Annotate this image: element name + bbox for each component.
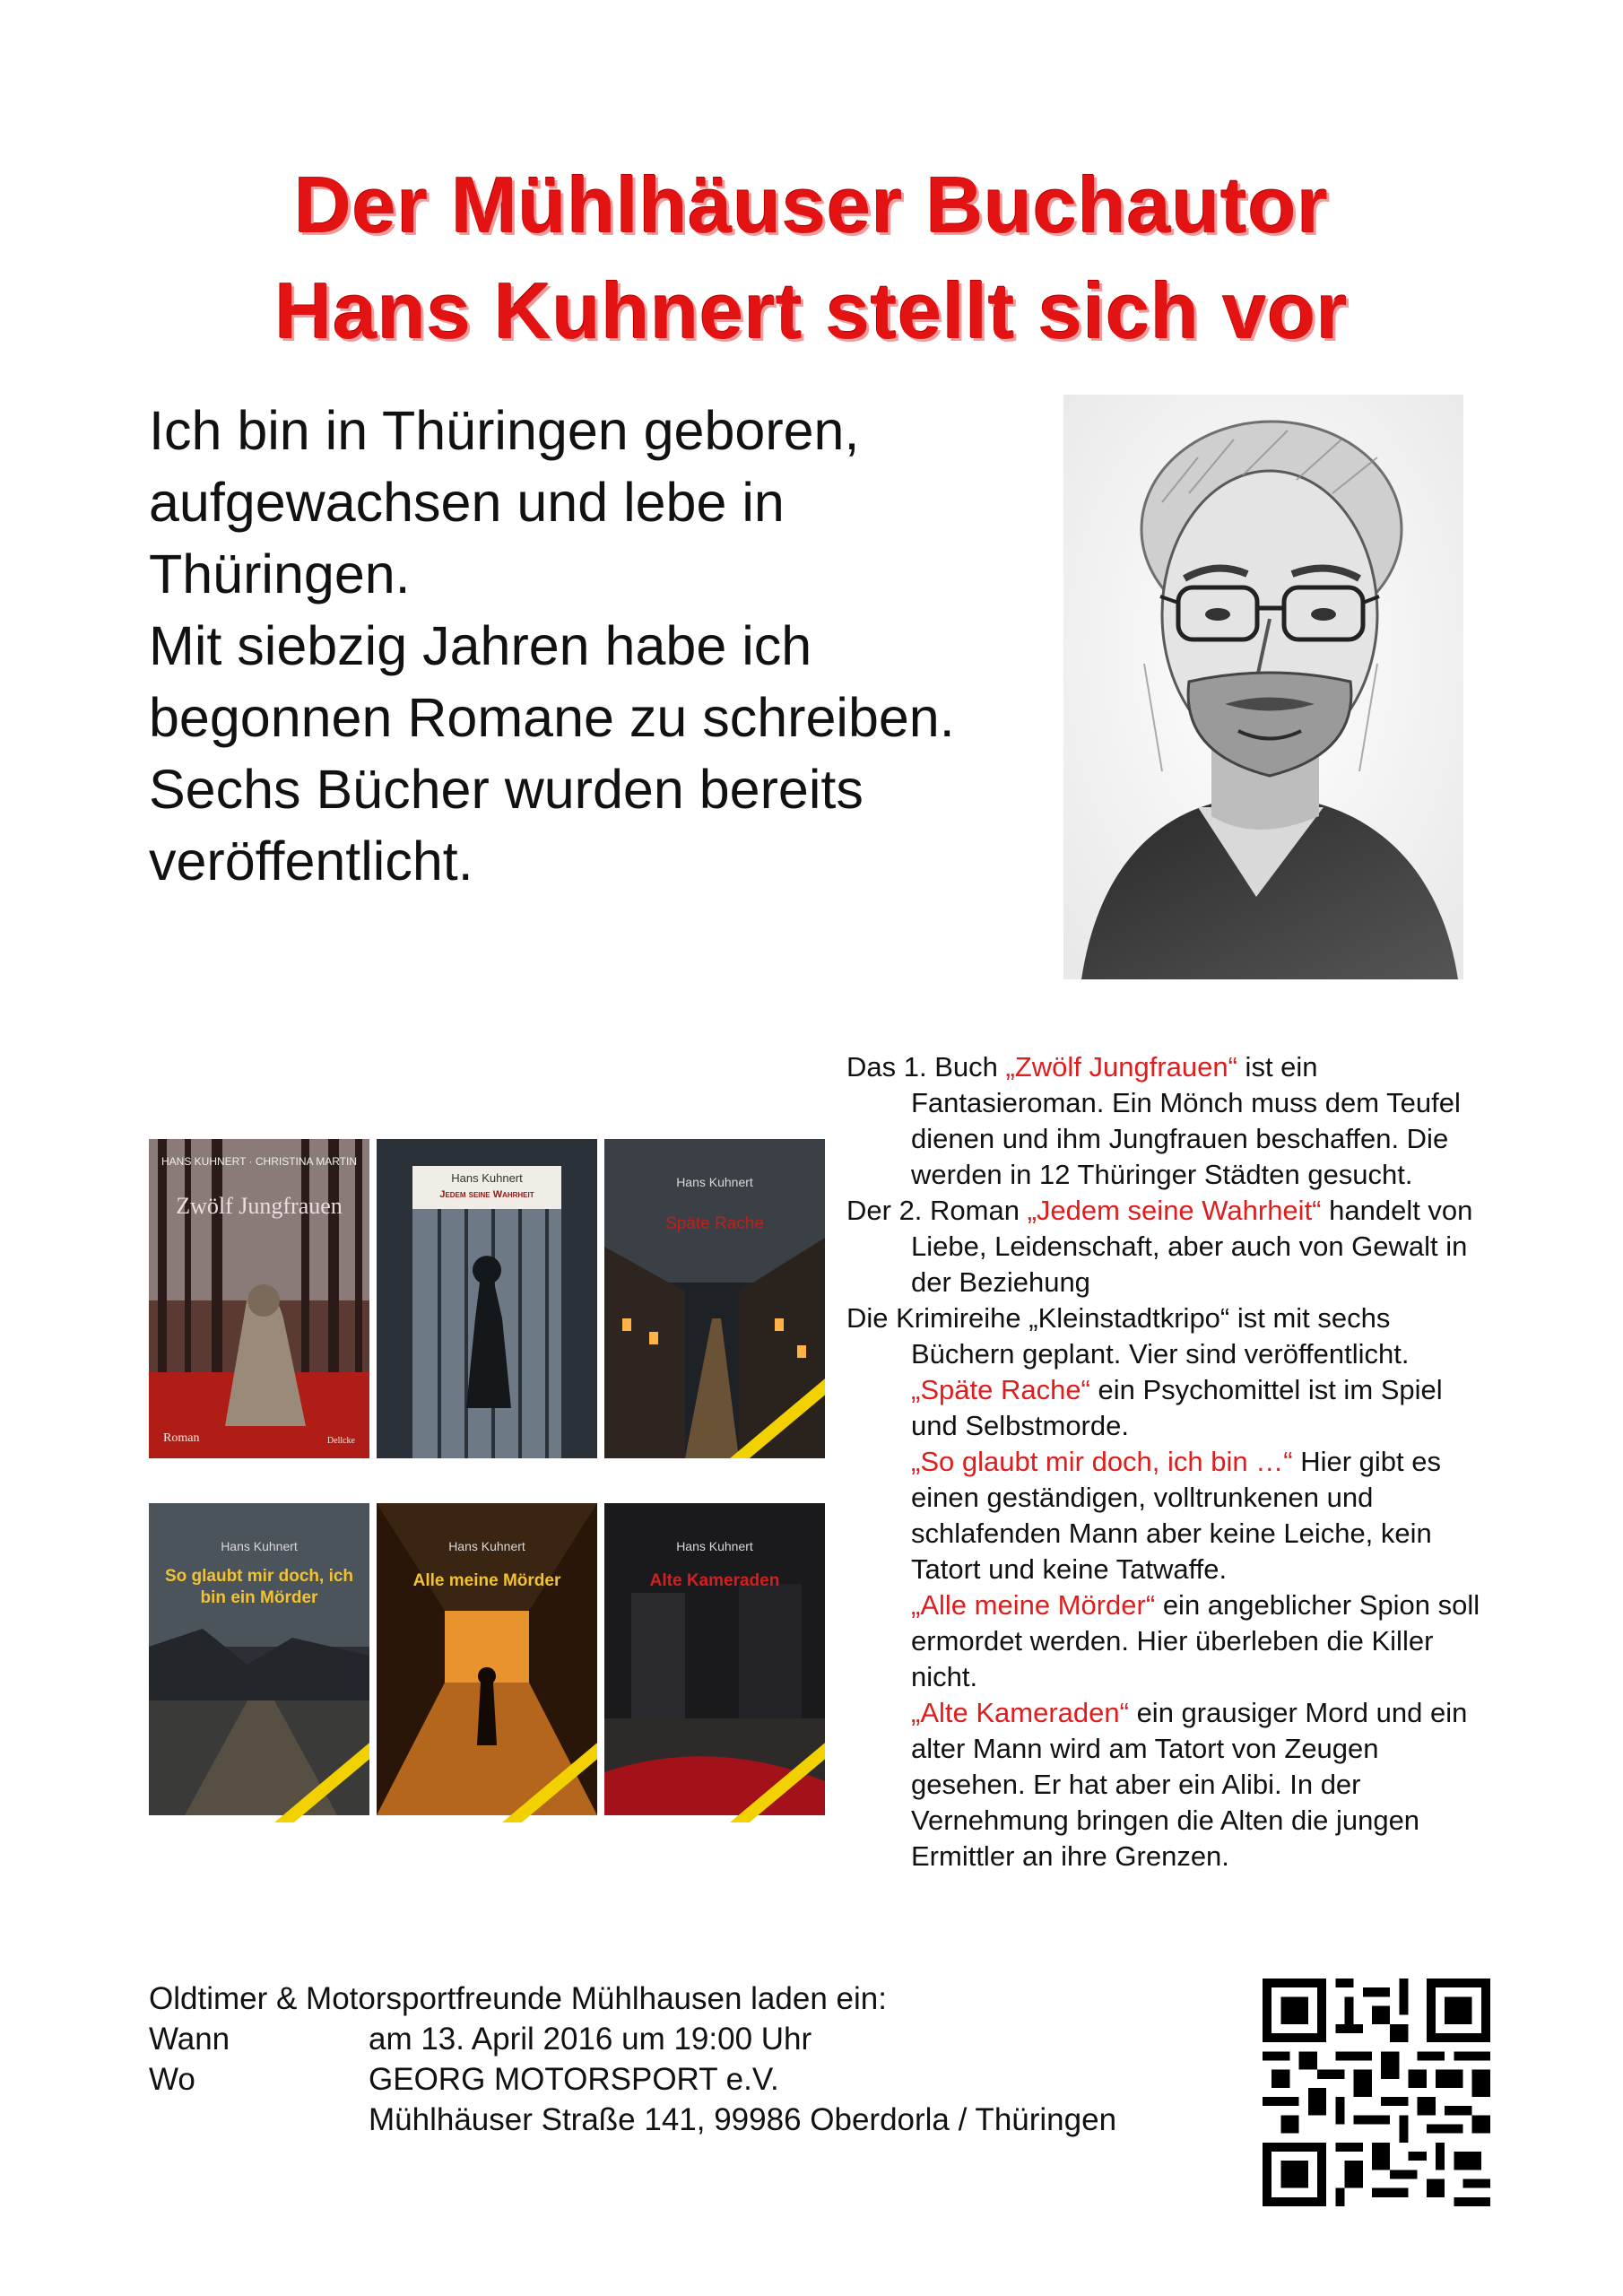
desc-text: Der 2. Roman <box>846 1195 1028 1226</box>
desc-book-title: „Jedem seine Wahrheit“ <box>1027 1195 1322 1226</box>
where-value: GEORG MOTORSPORT e.V. <box>369 2062 779 2097</box>
desc-book-title: „So glaubt mir doch, ich bin …“ <box>911 1446 1293 1477</box>
intro-text <box>149 395 1010 897</box>
intro-paragraph-2: Mit siebzig Jahren habe ich begonnen Romane zu schreiben. <box>149 615 955 748</box>
cover-title: So glaubt mir doch, ich bin ein Mörder <box>164 1567 354 1607</box>
desc-text: ein angeblicher Spion soll ermordet werden. Hier überleben die Killer nicht. <box>911 1589 1480 1692</box>
cover-title: Späte Rache <box>665 1214 764 1233</box>
book-cover-so-glaubt-mir-doch <box>149 1503 369 1822</box>
cover-title: Alle meine Mörder <box>412 1571 561 1590</box>
desc-series: Die Krimireihe „Kleinstadtkripo“ ist mit sechs Büchern geplant. Vier sind veröffentlicht. <box>846 1302 1410 1370</box>
cover-title: Jedem seine Wahrheit <box>439 1189 534 1200</box>
book-cover-zwoelf-jungfrauen <box>149 1139 369 1458</box>
desc-krimi-4 <box>846 1695 1492 1874</box>
desc-krimi-1 <box>846 1372 1492 1444</box>
title-line-2: Hans Kuhnert stellt sich vor <box>274 266 1349 355</box>
cover-author: Hans Kuhnert <box>676 1175 753 1189</box>
book-cover-alle-meine-moerder <box>377 1503 597 1822</box>
desc-text: ein Psychomittel ist im Spiel und Selbstmorde. <box>911 1374 1443 1441</box>
desc-text: ist ein Fantasieroman. Ein Mönch muss dem Teufel dienen und ihm Jungfrauen beschaffen. Die werden in 12 Thüringer Städten gesucht. <box>911 1051 1461 1190</box>
book-descriptions <box>846 1049 1492 1874</box>
intro-paragraph-3: Sechs Bücher wurden bereits veröffentlicht. <box>149 759 864 891</box>
cover-author: Hans Kuhnert <box>448 1539 525 1553</box>
qr-code[interactable] <box>1263 1979 1490 2206</box>
desc-krimi-2 <box>846 1444 1492 1587</box>
where-row <box>149 2059 1116 2100</box>
when-value: am 13. April 2016 um 19:00 Uhr <box>369 2022 812 2057</box>
desc-book-title: „Alle meine Mörder“ <box>911 1589 1156 1621</box>
invite-line: Oldtimer & Motorsportfreunde Mühlhausen laden ein: <box>149 1981 887 2016</box>
cover-author: HANS KUHNERT · CHRISTINA MARTIN <box>161 1155 358 1168</box>
desc-book-1 <box>846 1049 1492 1193</box>
book-cover-alte-kameraden <box>604 1503 825 1822</box>
qr-code-icon <box>1263 1979 1490 2206</box>
cover-title: Alte Kameraden <box>649 1571 780 1590</box>
desc-text: ein grausiger Mord und ein alter Mann wird am Tatort von Zeugen gesehen. Er hat aber ein Alibi. In der Vernehmung bringen die Alten die jungen Ermittler an ihre Grenzen. <box>911 1697 1468 1872</box>
cover-publisher: Dellcke <box>326 1436 355 1446</box>
desc-book-title: „Zwölf Jungfrauen“ <box>1005 1051 1237 1083</box>
desc-book-title: „Späte Rache“ <box>911 1374 1090 1405</box>
desc-text: Das 1. Buch <box>846 1051 1006 1083</box>
desc-text: Hier gibt es einen geständigen, volltrunkenen und schlafenden Mann aber keine Leiche, kein Tatort und keine Tatwaffe. <box>911 1446 1441 1585</box>
cover-author: Hans Kuhnert <box>451 1171 523 1185</box>
cover-art <box>377 1139 597 1458</box>
intro-paragraph-1: Ich bin in Thüringen geboren, aufgewachsen und lebe in Thüringen. <box>149 400 860 604</box>
cover-title: Zwölf Jungfrauen <box>176 1193 343 1219</box>
address-value: Mühlhäuser Straße 141, 99986 Oberdorla / Thüringen <box>369 2102 1117 2137</box>
desc-krimi-3 <box>846 1587 1492 1695</box>
cover-author: Hans Kuhnert <box>676 1539 753 1553</box>
event-info <box>149 1979 1116 2140</box>
book-cover-jedem-seine-wahrheit <box>377 1139 597 1458</box>
desc-book-2 <box>846 1193 1492 1300</box>
book-cover-spaete-rache <box>604 1139 825 1458</box>
desc-book-title: „Alte Kameraden“ <box>911 1697 1129 1728</box>
author-portrait <box>1063 395 1463 979</box>
address-row <box>149 2100 1116 2140</box>
title-line-1: Der Mühlhäuser Buchautor <box>294 161 1329 249</box>
when-row <box>149 2019 1116 2059</box>
cover-author: Hans Kuhnert <box>221 1539 298 1553</box>
when-label: Wann <box>149 2022 230 2057</box>
page-title <box>0 152 1623 364</box>
where-label: Wo <box>149 2062 195 2097</box>
desc-text: handelt von Liebe, Leidenschaft, aber auch von Gewalt in der Beziehung <box>911 1195 1473 1298</box>
cover-genre: Roman <box>163 1431 200 1445</box>
cover-art <box>149 1139 369 1458</box>
